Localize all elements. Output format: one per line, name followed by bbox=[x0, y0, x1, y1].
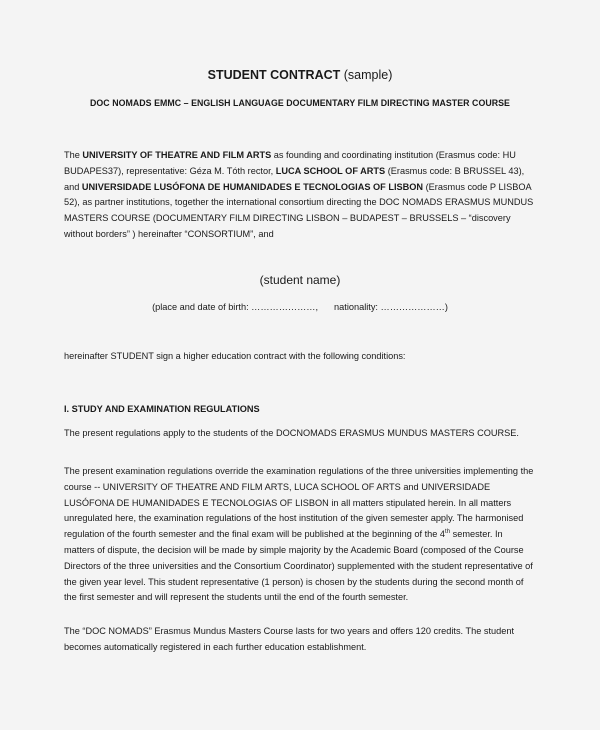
agreement-paragraph: hereinafter STUDENT sign a higher education contract with the following conditions: bbox=[64, 351, 406, 361]
course-subtitle: DOC NOMADS EMMC – ENGLISH LANGUAGE DOCUMENTARY FILM DIRECTING MASTER COURSE bbox=[90, 98, 510, 108]
intro-text-4: (Erasmus code P LISBOA 52), as partner institutions, together the international consortium directing the DOC NOMADS ERASMUS MUNDUS MASTERS COURSE (DOCUMENTARY FILM DIRECTING LISBON – BUDAPEST – BRUSSELS – “discovery without borders” ) hereinafter “CONSORTIUM”, and bbox=[64, 181, 534, 239]
intro-text-3: (Erasmus code: B BRUSSEL 43), and bbox=[64, 165, 525, 192]
ordinal-superscript: th bbox=[445, 529, 451, 536]
page-title bbox=[0, 66, 600, 84]
title-sample-note: (sample) bbox=[343, 68, 393, 82]
intro-text-1: The bbox=[64, 150, 83, 160]
intro-institution-1: UNIVERSITY OF THEATRE AND FILM ARTS bbox=[82, 150, 272, 160]
nationality-field: nationality: …………………) bbox=[334, 302, 448, 312]
intro-institution-3: UNIVERSIDADE LUSÓFONA DE HUMANIDADES E TECNOLOGIAS OF LISBON bbox=[81, 181, 424, 192]
student-name-placeholder: (student name) bbox=[259, 273, 341, 287]
intro-paragraph bbox=[64, 148, 534, 243]
intro-text-2: as founding and coordinating institution (Erasmus code: HU BUDAPES37), representative: Géza M. Tóth rector, bbox=[64, 150, 516, 176]
birth-field: (place and date of birth: …………………, bbox=[152, 302, 319, 312]
regulations-p2-text-1: The present examination regulations override the examination regulations of the three universities implementing the course -- UNIVERSITY OF THEATRE AND FILM ARTS, LUCA SCHOOL OF ARTS and UNIVERSIDADE LUSÓFONA DE HUMANIDADES E TECNOLOGIAS OF LISBON in all matters stipulated herein. In all matters unregulated here, the examination regulations of the host institution of the given semester apply. The harmonised regulation of the fourth semester and the final exam will be published at the beginning of the 4 bbox=[64, 466, 534, 540]
title-main: STUDENT CONTRACT bbox=[207, 68, 341, 82]
regulations-paragraph-2 bbox=[64, 464, 534, 606]
regulations-p2-text-2: semester. In matters of dispute, the decision will be made by simple majority by the Academic Board (composed of the Course Directors of the three universities and the Consortium Coordinator) supplemented with the student representative of the given year level. This student representative (1 person) is chosen by the students during the second month of the first semester and will represent the students until the end of the fourth semester. bbox=[64, 529, 533, 603]
intro-institution-2: LUCA SCHOOL OF ARTS bbox=[275, 165, 386, 176]
regulations-paragraph-1: The present regulations apply to the students of the DOCNOMADS ERASMUS MUNDUS MASTERS COURSE. bbox=[64, 428, 519, 438]
birth-nationality-line bbox=[0, 300, 600, 314]
section-heading: I. STUDY AND EXAMINATION REGULATIONS bbox=[64, 404, 260, 414]
regulations-paragraph-3: The “DOC NOMADS” Erasmus Mundus Masters Course lasts for two years and offers 120 credits. The student becomes automatically registered in each further education establishment. bbox=[64, 626, 515, 652]
